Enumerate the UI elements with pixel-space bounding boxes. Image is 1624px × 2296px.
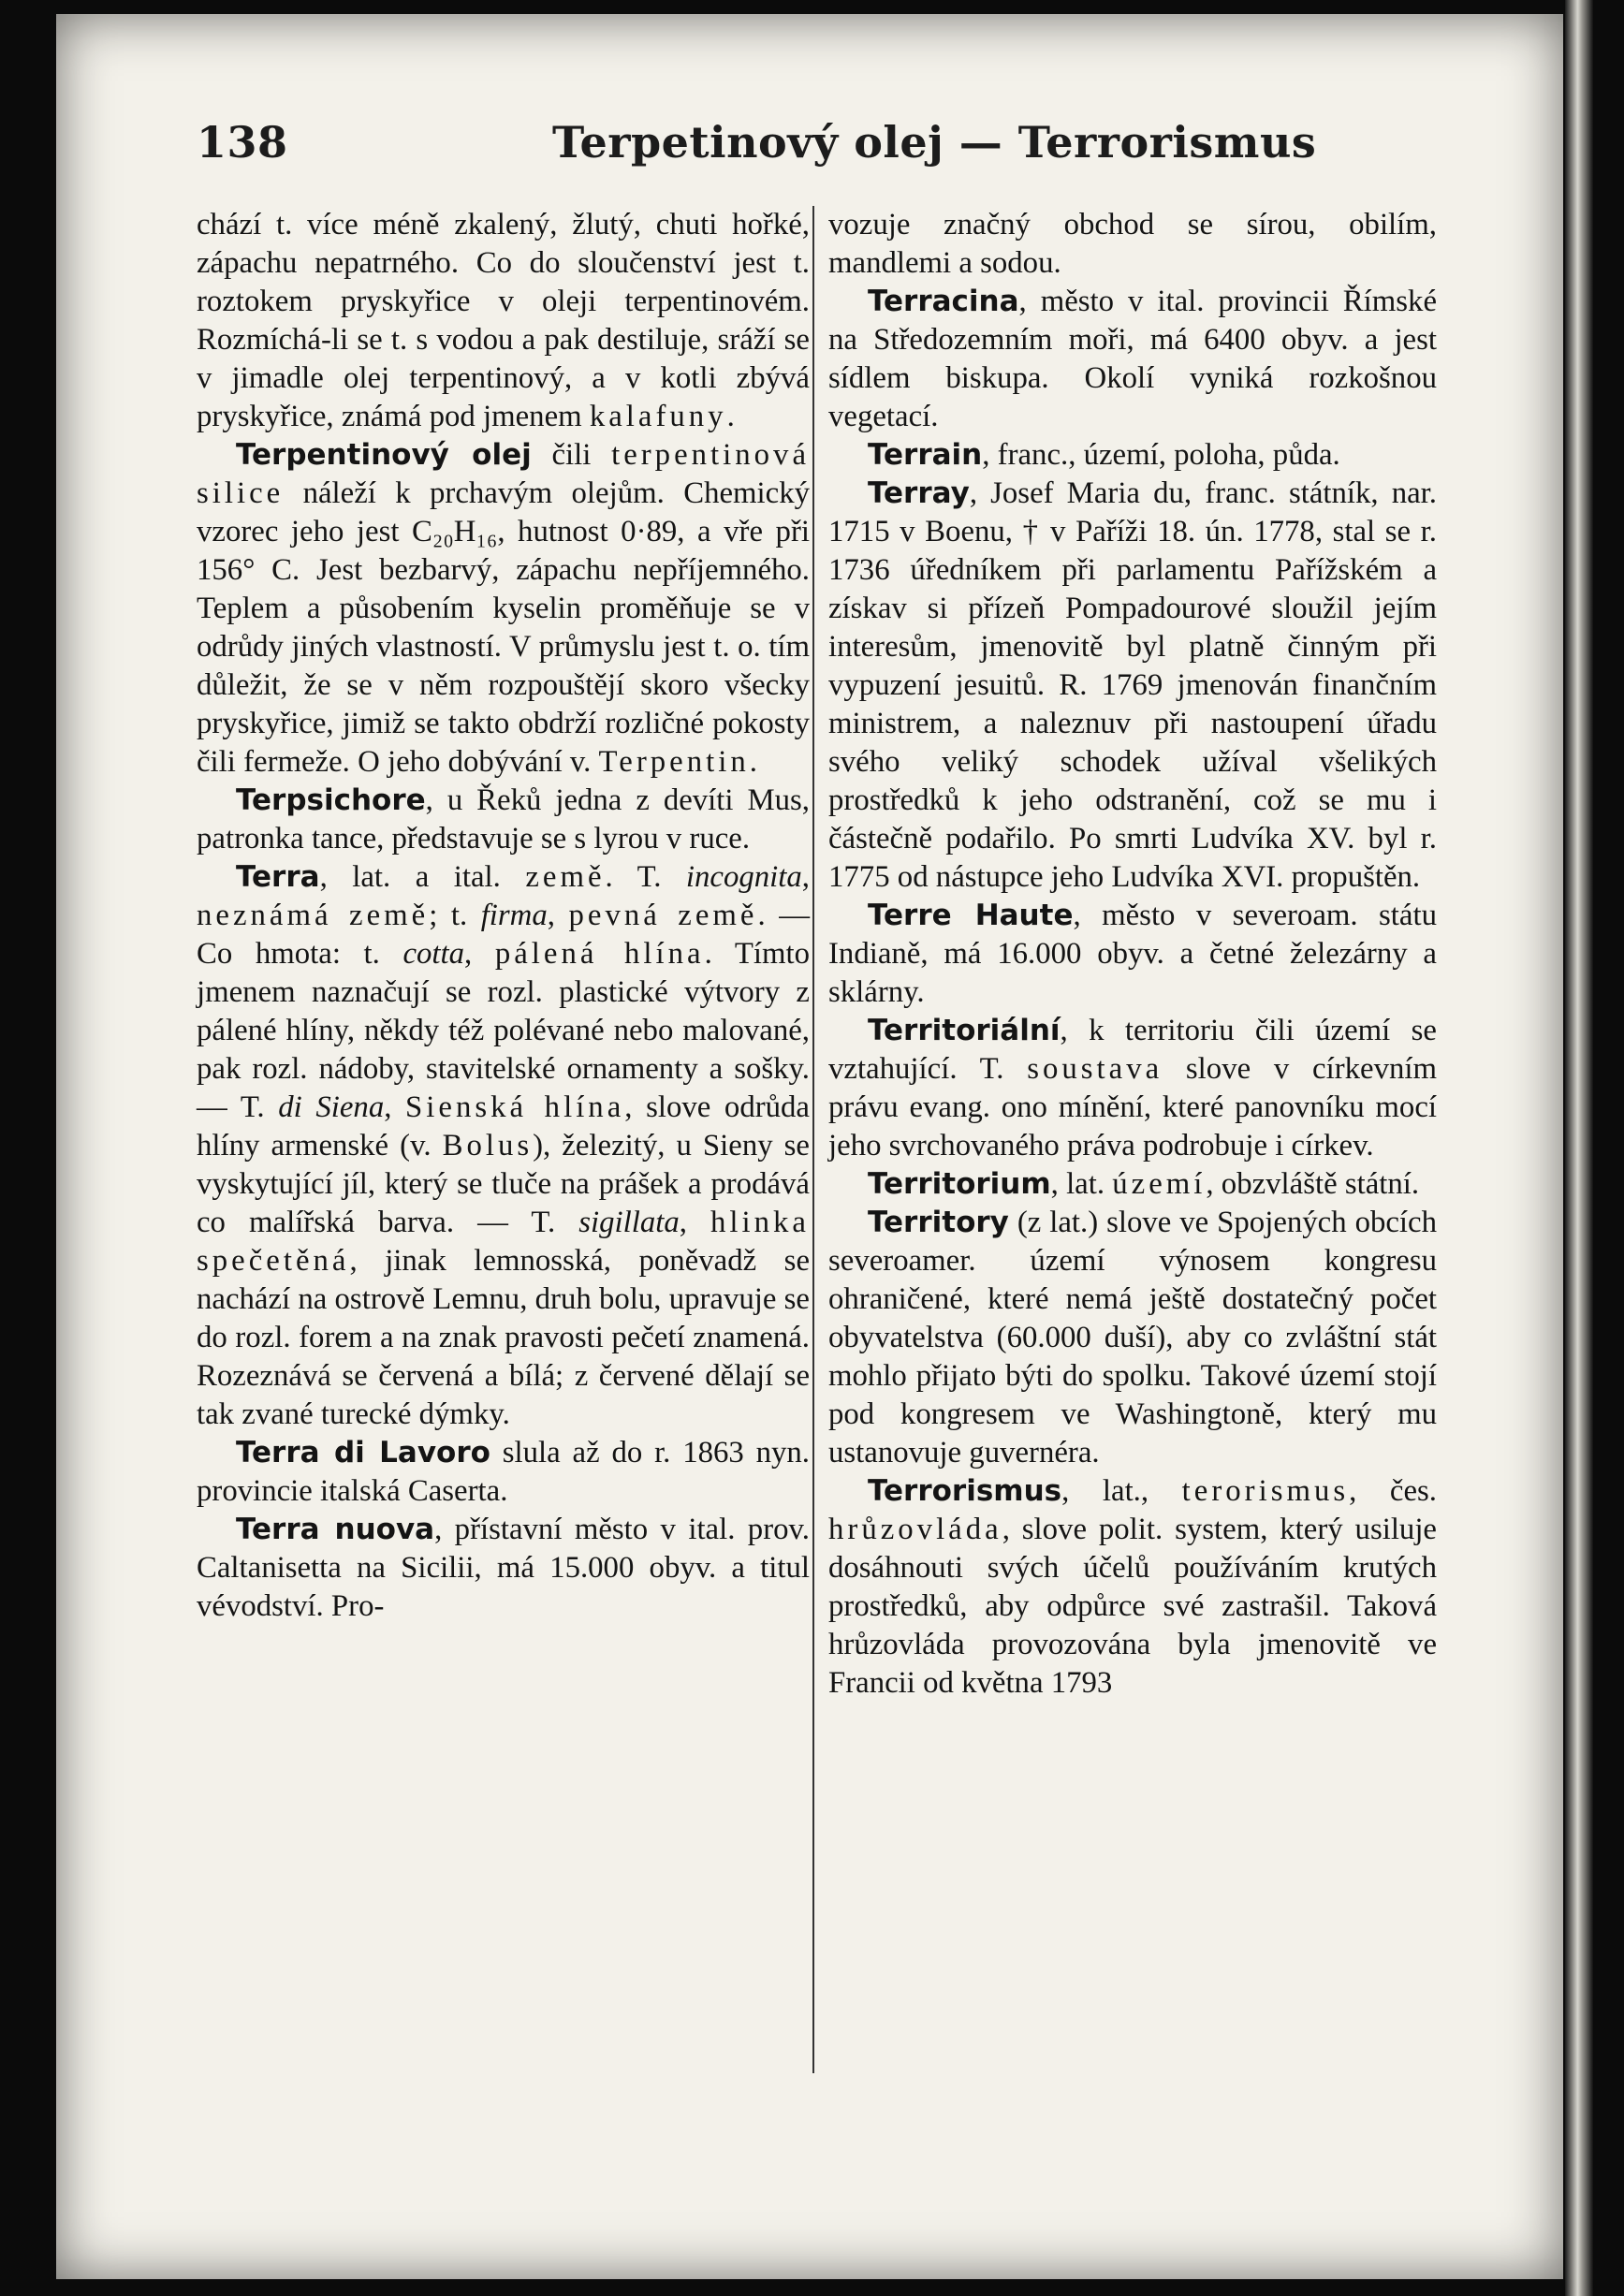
- entry-terray: Terray, Josef Maria du, franc. státník, nar. 1715 v Boenu, † v Paříži 18. ún. 1778, stal se r. 1736 úředníkem při parlamentu Pařížském a získav si přízeň Pompadourové sloužil jejím interesům, jmenovitě byl platně činným při vypuzení jesuitů. R. 1769 jmenován finančním ministrem, a naleznuv při nastoupení úřadu svého veliký schodek užíval všelikých prostředků k jeho odstranění, což se mu i částečně podařilo. Po smrti Ludvíka XV. byl r. 1775 od nástupce jeho Ludvíka XVI. propuštěn.: [828, 476, 1437, 894]
- headword: Terra nuova: [236, 1513, 435, 1546]
- running-header: [197, 117, 1317, 173]
- entry-terracina: Terracina, město v ital. provincii Římské na Středozemním moři, má 6400 obyv. a jest sídlem biskupa. Okolí vyniká rozkošnou vegetací.: [828, 285, 1437, 433]
- left-column: [197, 206, 810, 1626]
- right-column: [828, 206, 1437, 1703]
- headword: Territory: [868, 1206, 1009, 1239]
- entry-terrorismus: Terrorismus, lat., terorismus, čes. hrůzovláda, slove polit. system, který usiluje dosáhnouti svých účelů používáním krutých prostředků, aby odpůrce své zastrašil. Taková hrůzovláda provozována byla jmenovitě ve Francii od května 1793: [828, 1474, 1437, 1700]
- entry-territory: Territory (z lat.) slove ve Spojených obcích severoamer. území výnosem kongresu ohraničené, které nemá ještě dostatečný počet obyvatelstva (60.000 duší), aby co zvláštní stát mohlo přijato býti do spolku. Takové území stojí pod kongresem ve Washingtoně, který mu ustanovuje guvernéra.: [828, 1206, 1437, 1470]
- entry-terpsichore: Terpsichore, u Řeků jedna z devíti Mus, patronka tance, představuje se s lyrou v ruce.: [197, 783, 810, 856]
- headword: Terray: [868, 476, 970, 510]
- running-title: Terpetinový olej — Terrorismus: [552, 117, 1317, 168]
- entry-terra-nuova-continuation: vozuje značný obchod se sírou, obilím, mandlemi a sodou.: [828, 208, 1437, 280]
- headword: Terre Haute: [868, 899, 1074, 932]
- headword: Terrain: [868, 438, 983, 472]
- entry-territorium: Territorium, lat. území, obzvláště státní.: [868, 1167, 1420, 1201]
- scanned-page: [56, 14, 1563, 2279]
- headword: Territorium: [868, 1167, 1051, 1201]
- column-divider: [812, 206, 814, 2073]
- entry-terra-di-lavoro: Terra di Lavoro slula až do r. 1863 nyn. provincie italská Caserta.: [197, 1436, 810, 1508]
- headword: Terpentinový olej: [236, 438, 532, 472]
- entry-terpentin-continuation: chází t. více méně zkalený, žlutý, chuti hořké, zápachu nepatrného. Co do sloučenství jest t. roztokem pryskyřice v oleji terpentinovém. Rozmíchá-li se t. s vodou a pak destiluje, sráží se v jimadle olej terpentinový, a v kotli zbývá pryskyřice, známá pod jmenem kalafuny.: [197, 208, 810, 433]
- entry-terrain: Terrain, franc., území, poloha, půda.: [868, 438, 1340, 472]
- headword: Terrorismus: [868, 1474, 1062, 1508]
- headword: Terracina: [868, 285, 1019, 318]
- headword: Terpsichore: [236, 783, 426, 817]
- book-spine-edge: [1565, 0, 1593, 2296]
- page-number: 138: [197, 117, 288, 168]
- entry-terpentinovy-olej: Terpentinový olej čili terpentinová silice náleží k prchavým olejům. Chemický vzorec jeho jest C₂₀H₁₆, hutnost 0·89, a vře při 156° C. Jest bezbarvý, zápachu nepříjemného. Teplem a působením kyselin proměňuje se v odrůdy jiných vlastností. V průmyslu jest t. o. tím důležit, že se v něm rozpouštějí skoro všecky pryskyřice, jimiž se takto obdrží rozličné pokosty čili fermeže. O jeho dobývání v. Terpentin.: [197, 438, 810, 779]
- headword: Terra di Lavoro: [236, 1436, 490, 1470]
- entry-terre-haute: Terre Haute, město v severoam. státu Indianě, má 16.000 obyv. a četné železárny a sklárny.: [828, 899, 1437, 1009]
- entry-territorialni: Territoriální, k territoriu čili území se vztahující. T. soustava slove v církevním právu evang. ono mínění, které panovníku mocí jeho svrchovaného práva podrobuje i církev.: [828, 1014, 1437, 1163]
- entry-terra-nuova: Terra nuova, přístavní město v ital. prov. Caltanisetta na Sicilii, má 15.000 obyv. a titul vévodství. Pro-: [197, 1513, 810, 1623]
- entry-terra: Terra, lat. a ital. země. T. incognita, neznámá země; t. firma, pevná země. — Co hmota: t. cotta, pálená hlína. Tímto jmenem naznačují se rozl. plastické výtvory z pálené hlíny, někdy též polévané nebo malované, pak rozl. nádoby, stavitelské ornamenty a sošky. — T. di Siena, Sienská hlína, slove odrůda hlíny armenské (v. Bolus), železitý, u Sieny se vyskytující jíl, který se tluče na prášek a prodává co malířská barva. — T. sigillata, hlinka spečetěná, jinak lemnosská, poněvadž se nachází na ostrově Lemnu, druh bolu, upravuje se do rozl. forem a na znak pravosti pečetí znamená. Rozeznává se červená a bílá; z červené dělají se tak zvané turecké dýmky.: [197, 860, 810, 1431]
- headword: Territoriální: [868, 1014, 1061, 1047]
- headword: Terra: [236, 860, 320, 894]
